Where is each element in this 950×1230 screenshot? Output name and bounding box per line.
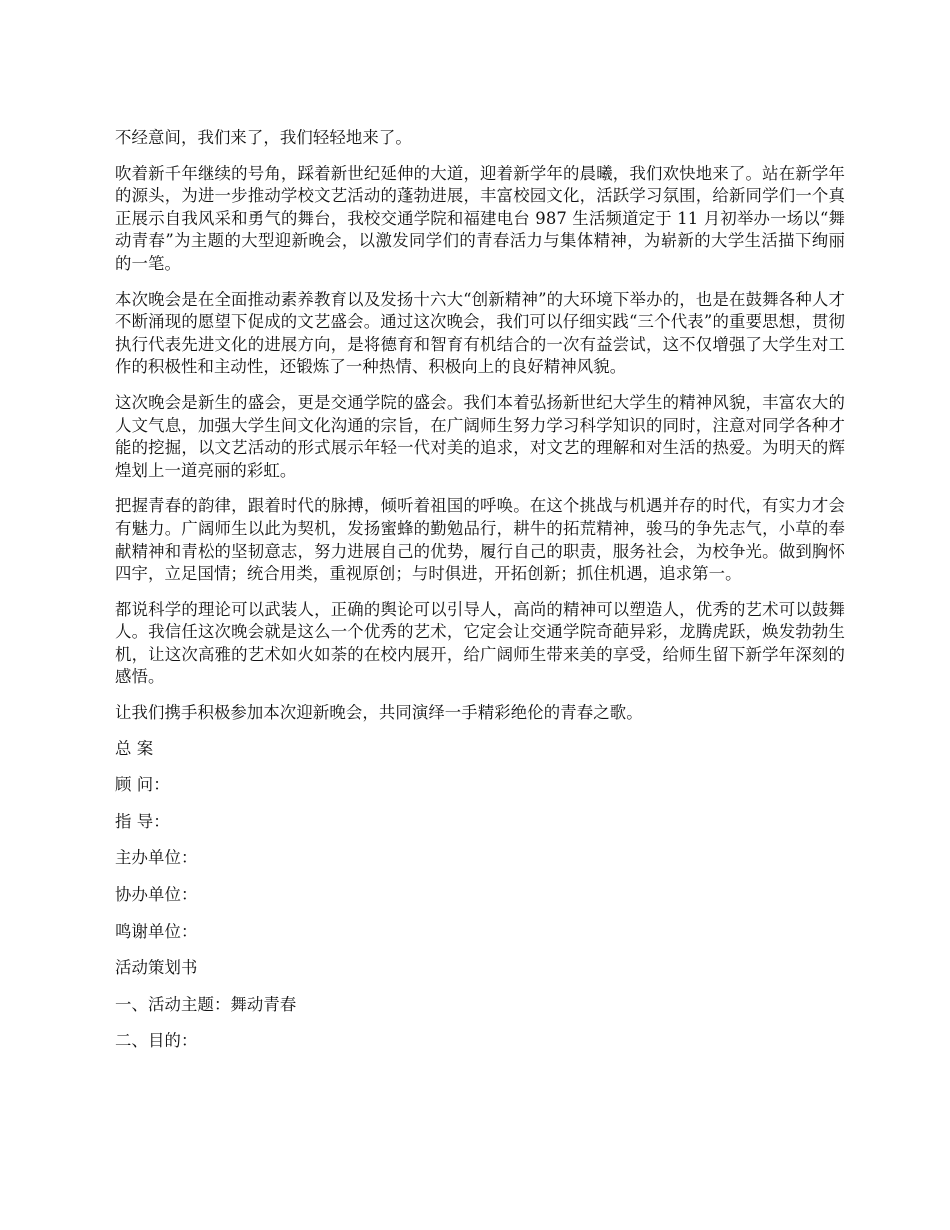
label-acknowledgement: 鸣谢单位： [115, 921, 198, 941]
label-advisor: 顾 问： [115, 775, 170, 795]
paragraph-intro: 吹着新千年继续的号角，踩着新世纪延伸的大道，迎着新学年的晨曦，我们欢快地来了。站在新学年的源头，为进一步推动学校文艺活动的蓬勃进展，丰富校园文化，活跃学习氛围，给新同学们一个真正展示自我风采和勇气的舞台，我校交通学院和福建电台 987 生活频道定于 11 月初举办一场以“舞动青春”为主题的大型迎新晚会，以激发同学们的青春活力与集体精神，为崭新的大学生活描下绚丽的一笔。 [115, 163, 845, 273]
heading-general-plan: 总 案 [115, 738, 154, 758]
paragraph-art: 都说科学的理论可以武装人，正确的舆论可以引导人，高尚的精神可以塑造人，优秀的艺术可以鼓舞人。我信任这次晚会就是这么一个优秀的艺术，它定会让交通学院奇葩异彩，龙腾虎跃，焕发勃勃生机，让这次高雅的艺术如火如荼的在校内展开，给广阔师生带来美的享受，给师生留下新学年深刻的感悟。 [115, 599, 845, 687]
paragraph-background: 本次晚会是在全面推动素养教育以及发扬十六大“创新精神”的大环境下举办的，也是在鼓舞各种人才不断涌现的愿望下促成的文艺盛会。通过这次晚会，我们可以仔细实践“三个代表”的重要思想，贯彻执行代表先进文化的进展方向，是将德育和智育有机结合的一次有益尝试，这不仅增强了大学生对工作的积极性和主动性，还锻炼了一种热情、积极向上的良好精神风貌。 [115, 289, 845, 377]
paragraph-purpose: 这次晚会是新生的盛会，更是交通学院的盛会。我们本着弘扬新世纪大学生的精神风貌，丰富农大的人文气息，加强大学生间文化沟通的宗旨，在广阔师生努力学习科学知识的同时，注意对同学各种才能的挖掘，以文艺活动的形式展示年轻一代对美的追求，对文艺的理解和对生活的热爱。为明天的辉煌划上一道亮丽的彩虹。 [115, 392, 845, 480]
document-body [115, 127, 845, 1067]
label-guidance: 指 导： [115, 811, 170, 831]
heading-activity-plan: 活动策划书 [115, 958, 198, 978]
label-co-organizer: 协办单位： [115, 885, 198, 905]
label-organizer: 主办单位： [115, 848, 198, 868]
section-goal: 二、目的： [115, 1031, 198, 1051]
section-theme: 一、活动主题：舞动青春 [115, 994, 297, 1014]
opening-line: 不经意间，我们来了，我们轻轻地来了。 [115, 128, 412, 147]
paragraph-rhythm: 把握青春的韵律，跟着时代的脉搏，倾听着祖国的呼唤。在这个挑战与机遇并存的时代，有实力才会有魅力。广阔师生以此为契机，发扬蜜蜂的勤勉品行，耕牛的拓荒精神，骏马的争先志气，小草的奉献精神和青松的坚韧意志，努力进展自己的优势，履行自己的职责，服务社会，为校争光。做到胸怀四宇，立足国情；统合用类，重视原创；与时俱进，开拓创新；抓住机遇，追求第一。 [115, 496, 845, 584]
paragraph-closing: 让我们携手积极参加本次迎新晚会，共同演绎一手精彩绝伦的青春之歌。 [115, 703, 643, 723]
